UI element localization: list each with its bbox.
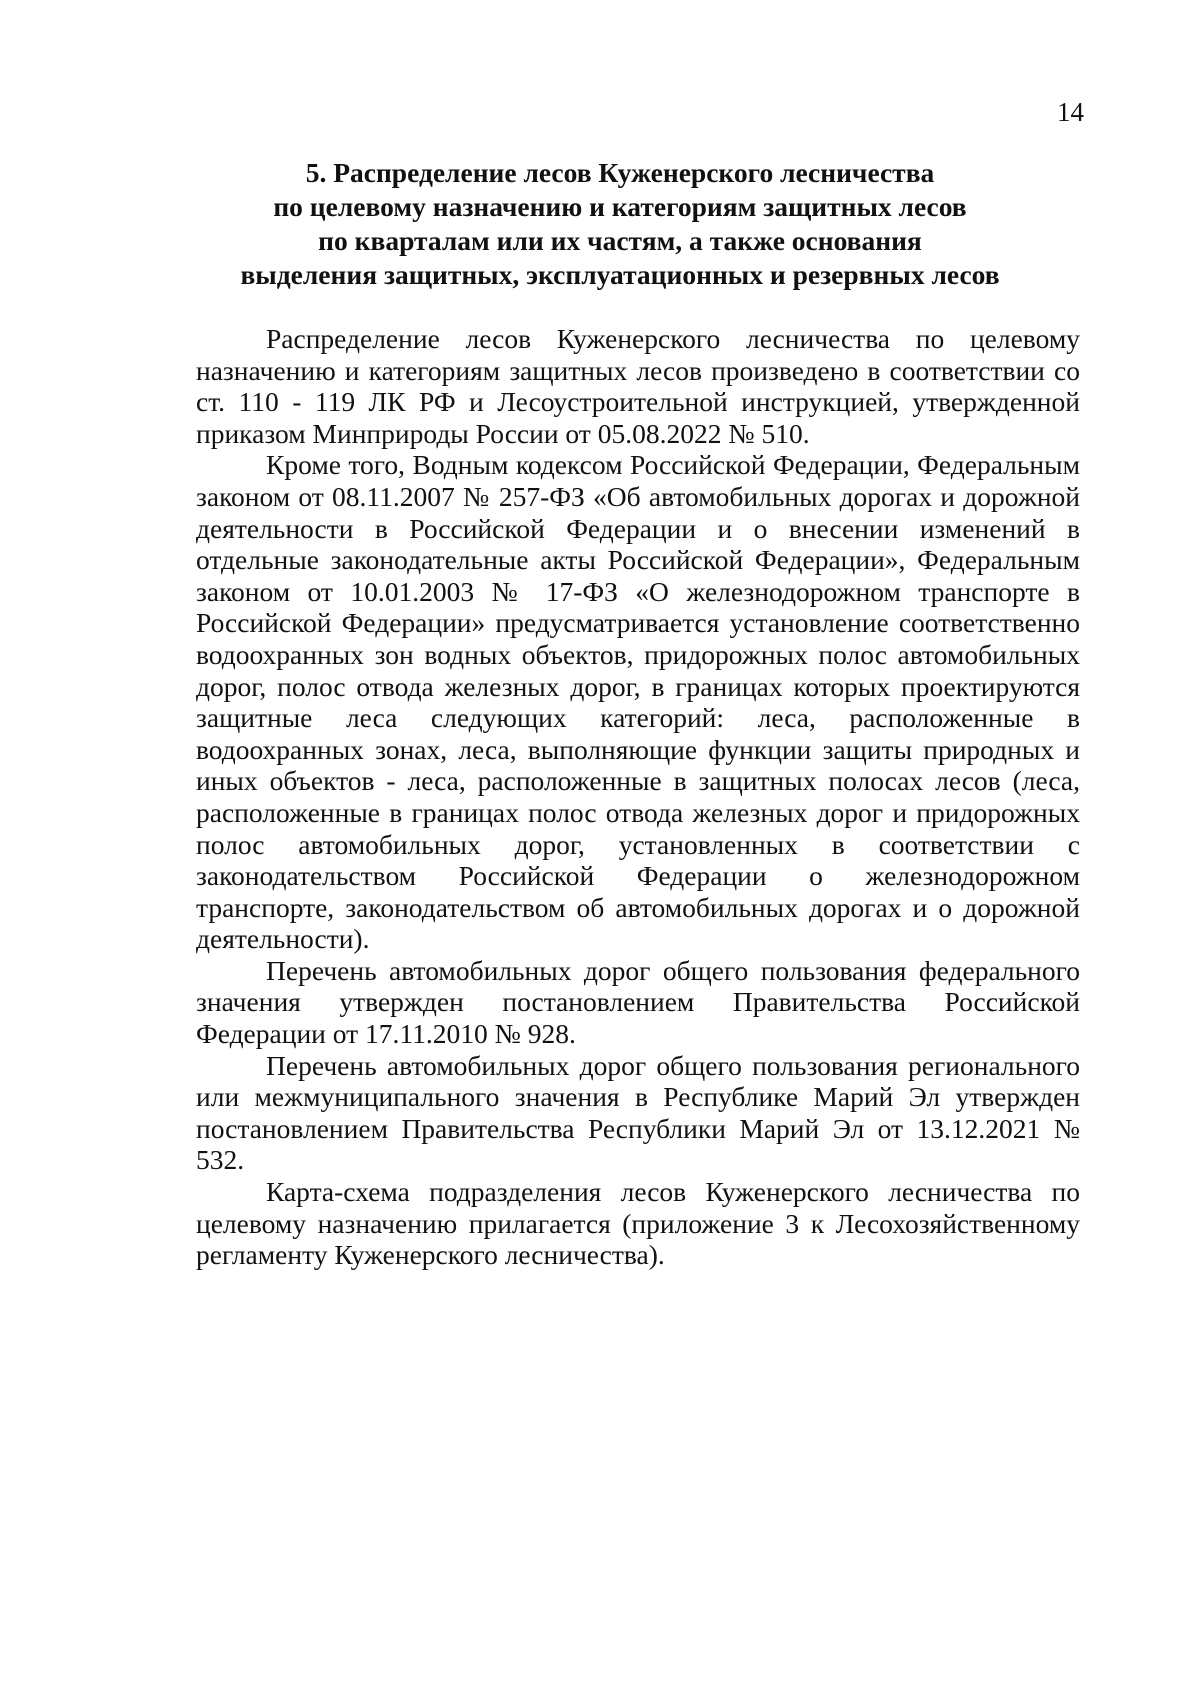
heading-line: выделения защитных, эксплуатационных и резервных лесов [240, 259, 1000, 290]
heading-line: по целевому назначению и категориям защитных лесов [273, 191, 967, 222]
paragraph: Карта-схема подразделения лесов Куженерского лесничества по целевому назначению прилагается (приложение 3 к Лесохозяйственному регламенту Куженерского лесничества). [196, 1176, 1080, 1271]
paragraph: Перечень автомобильных дорог общего пользования федерального значения утвержден постановлением Правительства Российской Федерации от 17.11.2010 № 928. [196, 954, 1080, 1050]
heading-line: по кварталам или их частям, а также основания [318, 225, 922, 256]
page-number: 14 [1057, 97, 1084, 127]
heading-line: 5. Распределение лесов Куженерского лесничества [305, 157, 935, 188]
paragraph: Перечень автомобильных дорог общего пользования регионального или межмуниципального значения в Республике Марий Эл утвержден постановлением Правительства Республики Марий Эл от 13.12.2021 № 532. [196, 1049, 1080, 1176]
section-heading [190, 156, 1050, 292]
paragraph: Кроме того, Водным кодексом Российской Федерации, Федеральным законом от 08.11.2007 № 257-ФЗ «Об автомобильных дорогах и дорожной деятельности в Российской Федерации и о внесении изменений в отдельные законодательные акты Российской Федерации», Федеральным законом от 10.01.2003 № 17-ФЗ «О железнодорожном транспорте в Российской Федерации» предусматривается установление соответственно водоохранных зон водных объектов, придорожных полос автомобильных дорог, полос отвода железных дорог, в границах которых проектируются защитные леса следующих категорий: леса, расположенные в водоохранных зонах, леса, выполняющие функции защиты природных и иных объектов - леса, расположенные в защитных полосах лесов (леса, расположенные в границах полос отвода железных дорог и придорожных полос автомобильных дорог, установленных в соответствии с законодательством Российской Федерации о железнодорожном транспорте, законодательством об автомобильных дорогах и о дорожной деятельности). [196, 449, 1080, 955]
paragraph: Распределение лесов Куженерского лесничества по целевому назначению и категориям защитных лесов произведено в соответствии со ст. 110 - 119 ЛК РФ и Лесоустроительной инструкцией, утвержденной приказом Минприроды России от 05.08.2022 № 510. [196, 323, 1080, 449]
body-text [196, 323, 1080, 1271]
